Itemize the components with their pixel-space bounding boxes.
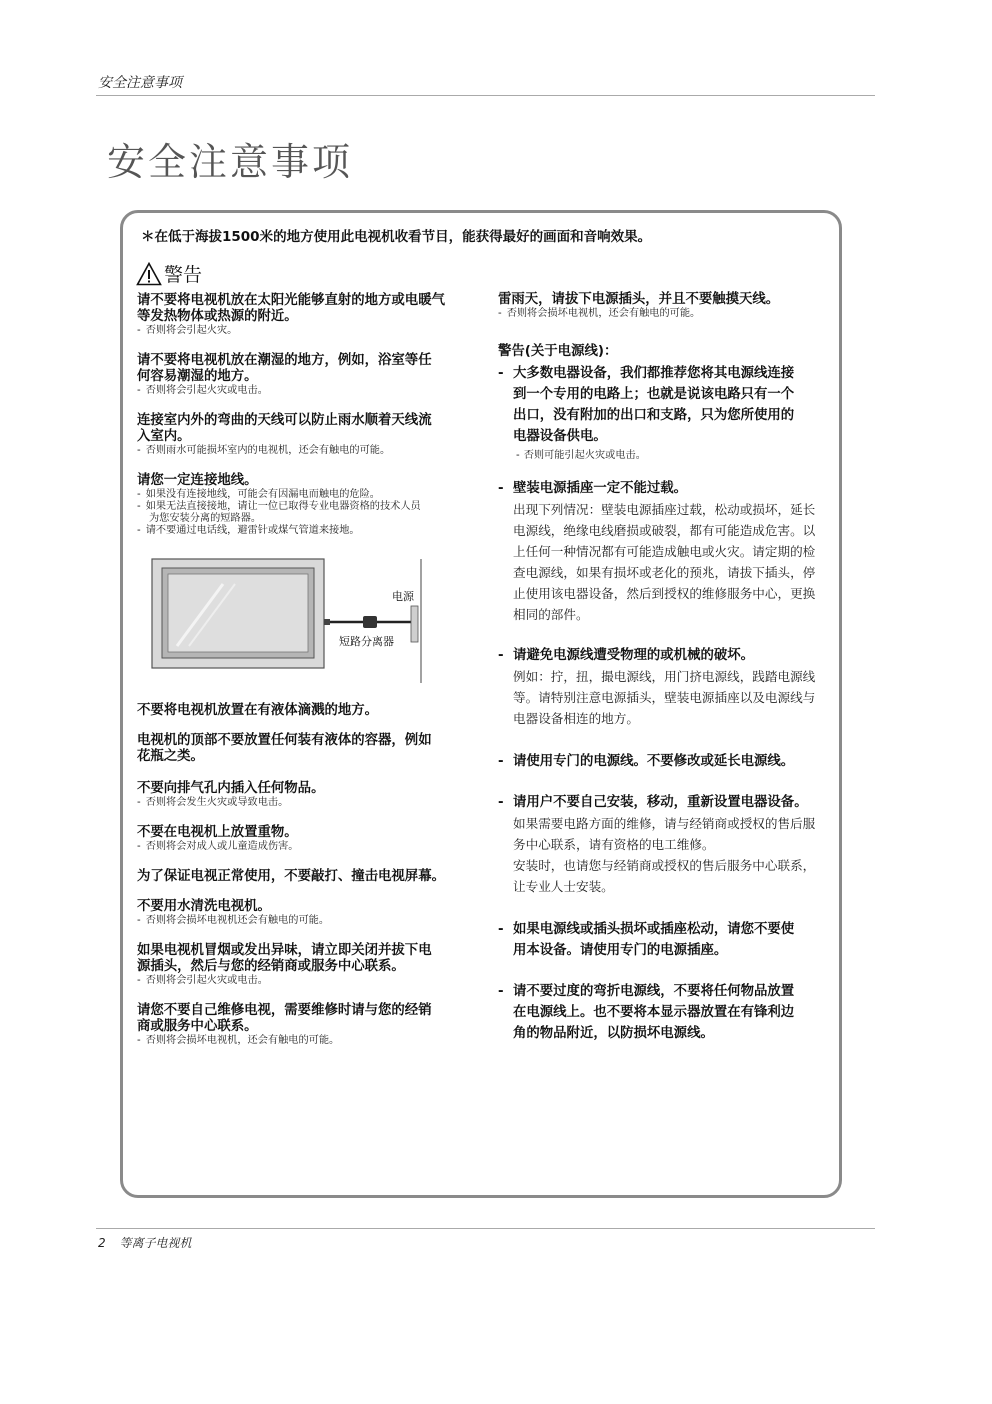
warning-item-note: - 否则将会引起火灾或电击。 [137, 385, 268, 396]
warning-item-note: - 否则将会损坏电视机还会有触电的可能。 [137, 915, 330, 926]
warning-item [137, 703, 479, 719]
warning-item-heading: 入室内。 [137, 429, 191, 444]
warning-item-heading: 请您一定连接地线。 [137, 473, 258, 488]
warning-item-heading: 请不要将电视机放在太阳光能够直射的地方或电暖气 [137, 293, 445, 308]
warning-triangle-icon [136, 262, 162, 286]
warning-item-heading: 花瓶之类。 [137, 749, 204, 764]
warning-item-note: - 请不要通过电话线，避雷针或煤气管道来接地。 [137, 525, 360, 536]
warning-item-heading: 电视机的顶部不要放置任何装有液体的容器，例如 [137, 733, 432, 748]
warning-item-heading: 不要向排气孔内插入任何物品。 [137, 781, 325, 796]
header-divider [96, 95, 875, 96]
power-cord-heading: 警告(关于电源线)： [498, 344, 618, 359]
warning-item-note: - 否则将会发生火灾或导致电击。 [137, 797, 289, 808]
power-cord-bullet-text: 出现下列情况：壁装电源插座过载，松动或损坏，延长 电源线，绝缘电线磨损或破裂，都有可能造成危害。以 上任何一种情况都有可能造成触电或火灾。请定期的检 查电源线，如果有损坏或老化的预兆，请拔下插头，停 止使用该电器设备，然后到授权的维修服务中心，更换 相同的部件。 [513, 502, 816, 622]
warning-heading-label: 警告 [164, 264, 203, 286]
warning-item-heading: 请您不要自己维修电视，需要维修时请与您的经销 [137, 1003, 432, 1018]
warning-item-heading: 请不要将电视机放在潮湿的地方，例如，浴室等任 [137, 353, 432, 368]
footer [98, 1234, 191, 1251]
tv-grounding-diagram [137, 558, 477, 683]
warning-item-note: - 否则将会引起火灾或电击。 [137, 975, 268, 986]
header-title: 安全注意事项 [98, 75, 182, 91]
warning-item-heading: 等发热物体或热源的附近。 [137, 309, 298, 324]
warning-item-heading: 何容易潮湿的地方。 [137, 369, 258, 384]
left-column [137, 293, 479, 1047]
warning-item-heading: 不要将电视机放置在有液体滴溅的地方。 [137, 703, 379, 718]
intro-note: ＊在低于海拔1500米的地方使用此电视机收看节目，能获得最好的画面和音响效果。 [141, 229, 652, 245]
power-cord-bullet: - 如果电源线或插头损坏或插座松动，请您不要使 用本设备。请使用专门的电源插座。 [498, 922, 795, 958]
power-cord-bullet-note: - 否则可能引起火灾或电击。 [516, 450, 646, 461]
warning-item [137, 943, 479, 987]
breaker-label: 短路分离器 [339, 635, 394, 648]
power-cord-bullet: - 请用户不要自己安装，移动，重新设置电器设备。 [498, 795, 808, 810]
warning-item-note: - 如果无法直接接地，请让一位已取得专业电器资格的技术人员 [137, 501, 421, 512]
power-cord-bullet: - 壁装电源插座一定不能过载。 [498, 481, 688, 496]
warning-item [137, 293, 479, 337]
power-cord-bullet: - 请不要过度的弯折电源线，不要将任何物品放置 在电源线上。也不要将本显示器放置在有锋利边 角的物品附近，以防损坏电源线。 [498, 984, 795, 1041]
warning-item [137, 899, 479, 927]
power-cord-bullet: - 大多数电器设备，我们都推荐您将其电源线连接 到一个专用的电路上；也就是说该电路只有一个 出口，没有附加的出口和支路，只为您所使用的 电器设备供电。 [498, 366, 795, 444]
warning-item-note: - 如果没有连接地线，可能会有因漏电而触电的危险。 [137, 489, 380, 500]
warning-heading [136, 260, 202, 287]
warning-item-heading: 连接室内外的弯曲的天线可以防止雨水顺着天线流 [137, 413, 432, 428]
warning-item [137, 825, 479, 853]
right-column [498, 292, 841, 1044]
warning-item-note: - 否则将会对成人或儿童造成伤害。 [137, 841, 299, 852]
warning-item [137, 781, 479, 809]
warning-item-heading: 为了保证电视正常使用，不要敲打、撞击电视屏幕。 [137, 869, 445, 884]
warning-item-heading: 不要在电视机上放置重物。 [137, 825, 298, 840]
warning-item [137, 733, 479, 765]
warning-item-note: - 否则将会引起火灾。 [137, 325, 238, 336]
warning-item-note: - 否则将会损坏电视机，还会有触电的可能。 [137, 1035, 340, 1046]
power-cord-bullet-text: 如果需要电路方面的维修，请与经销商或授权的售后服 务中心联系，请有资格的电工维修。 安装时，也请您与经销商或授权的售后服务中心联系， 让专业人士安装。 [513, 816, 816, 894]
page-title: 安全注意事项 [107, 140, 354, 184]
warning-item-note: 为您安装分离的短路器。 [149, 513, 262, 524]
page-number: 2 [98, 1236, 106, 1250]
footer-title: 等离子电视机 [119, 1236, 192, 1250]
thunder-warning [498, 292, 841, 320]
warning-item-heading: 雷雨天，请拔下电源插头，并且不要触摸天线。 [498, 292, 780, 307]
power-cord-bullet: - 请使用专门的电源线。不要修改或延长电源线。 [498, 754, 795, 769]
warning-item-heading: 商或服务中心联系。 [137, 1019, 258, 1034]
warning-item [137, 353, 479, 397]
warning-item [137, 413, 479, 457]
footer-divider [96, 1228, 875, 1229]
warning-item [137, 869, 479, 885]
warning-item [137, 1003, 479, 1047]
warning-item-note: - 否则雨水可能损坏室内的电视机，还会有触电的可能。 [137, 445, 391, 456]
warning-item-heading: 如果电视机冒烟或发出异味，请立即关闭并拔下电 [137, 943, 432, 958]
grounding-illustration [137, 558, 477, 683]
warning-item-note: - 否则将会损坏电视机，还会有触电的可能。 [498, 308, 701, 319]
warning-item-heading: 源插头，然后与您的经销商或服务中心联系。 [137, 959, 405, 974]
power-cord-bullet-text: 例如：拧，扭，撮电源线，用门挤电源线，践踏电源线 等。请特别注意电源插头，壁装电源插座以及电源线与 电器设备相连的地方。 [513, 669, 816, 726]
power-cord-bullet: - 请避免电源线遭受物理的或机械的破坏。 [498, 648, 755, 663]
warning-item-heading: 不要用水清洗电视机。 [137, 899, 271, 914]
warning-item [137, 473, 479, 537]
power-label: 电源 [392, 590, 414, 603]
